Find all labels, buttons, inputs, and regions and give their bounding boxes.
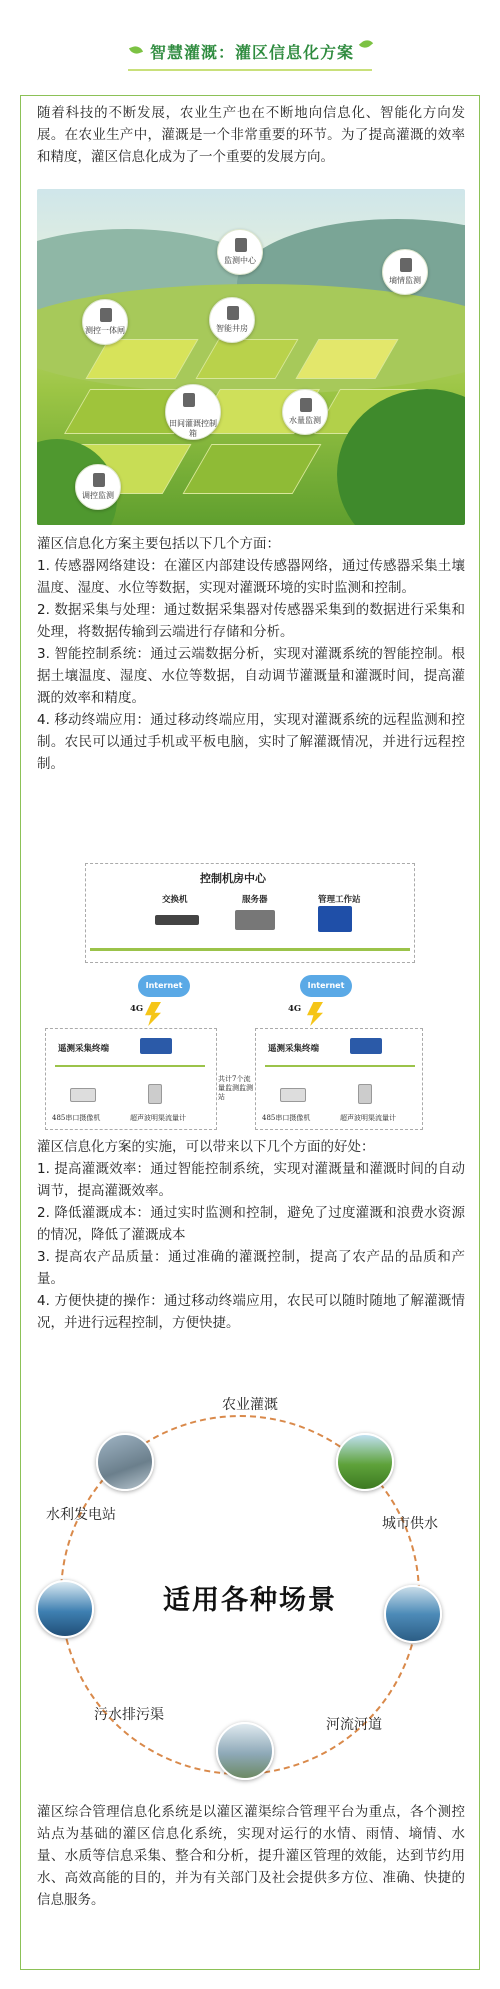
hydropower-photo [96,1433,154,1491]
signal-label: 4G [130,1004,144,1014]
camera-label: 485串口摄像机 [52,1114,101,1122]
scenario-label: 水利发电站 [46,1507,116,1523]
scenario-center-title: 适用各种场景 [163,1585,337,1616]
flowmeter-icon [358,1084,372,1104]
farm-irrigation-photo [336,1433,394,1491]
network-bus-line [90,948,410,951]
title-area [0,40,500,80]
scenario-label: 污水排污渠 [94,1707,164,1723]
hero-bubble: 智能井房 [209,297,255,343]
internet-cloud-icon: Internet [138,975,190,997]
page-title-text: 智慧灌溉：灌区信息化方案 [149,43,354,62]
benefit-item: 3. 提高农产品质量：通过准确的灌溉控制，提高了农产品的品质和产量。 [37,1249,465,1287]
terminal-label: 遥测采集终端 [268,1044,320,1054]
station-count-note: 共计7个流量监测监测站 [218,1075,253,1101]
aspect-item: 4. 移动终端应用：通过移动终端应用，实现对灌溉系统的远程监测和控制。农民可以通过手机或平板电脑，实时了解灌溉情况，并进行远程控制。 [37,712,465,772]
flowmeter-label: 超声波明渠流量计 [340,1114,396,1122]
station-line [265,1065,415,1067]
terminal-label: 遥测采集终端 [58,1044,110,1054]
signal-label: 4G [288,1004,302,1014]
workstation-icon [318,906,352,932]
camera-icon [70,1088,96,1102]
leaf-icon [359,37,373,51]
switch-icon [155,915,199,925]
internet-cloud-icon: Internet [300,975,352,997]
device-label: 交换机 [162,895,188,905]
aspects-heading: 灌区信息化方案主要包括以下几个方面： [37,536,280,552]
station-line [55,1065,205,1067]
intro-paragraph: 随着科技的不断发展，农业生产也在不断地向信息化、智能化方向发展。在农业生产中，灌溉是一个非常重要的环节。为了提高灌溉的效率和精度，灌区信息化成为了一个重要的发展方向。 [37,105,465,165]
aspect-item: 1. 传感器网络建设：在灌区内部建设传感器网络，通过传感器采集土壤温度、湿度、水位等数据，实现对灌溉环境的实时监测和控制。 [37,558,465,596]
page-title [128,40,372,71]
camera-label: 485串口摄像机 [262,1114,311,1122]
scenario-label: 城市供水 [382,1516,438,1532]
irrigation-illustration [37,189,465,525]
aspect-item: 3. 智能控制系统：通过云端数据分析，实现对灌溉系统的智能控制。根据土壤温度、湿度、水位等数据，自动调节灌溉量和灌溉时间，提高灌溉的效率和精度。 [37,646,465,706]
benefits-section [37,1136,465,1334]
closing-paragraph: 灌区综合管理信息化系统是以灌区灌渠综合管理平台为重点，各个测控站点为基础的灌区信息化系统，实现对运行的水情、雨情、墒情、水量、水质等信息采集、整合和分析，提升灌区管理的效能，达到节约用水、高效高能的目的，并为有关部门及社会提供多方位、准确、快捷的信息服务。 [37,1804,465,1908]
network-diagram [30,770,430,1120]
aspect-item: 2. 数据采集与处理：通过数据采集器对传感器采集到的数据进行采集和处理，将数据传输到云端进行存储和分析。 [37,602,465,640]
control-room-title: 控制机房中心 [200,872,266,885]
scenario-label: 河流河道 [326,1717,382,1733]
hero-bubble: 调控监测 [75,464,121,510]
hero-bubble: 测控一体闸 [82,299,128,345]
terminal-icon [350,1038,382,1054]
flowmeter-label: 超声波明渠流量计 [130,1114,186,1122]
wireless-bolt-icon [145,1002,161,1026]
benefit-item: 4. 方便快捷的操作：通过移动终端应用，农民可以随时随地了解灌溉情况，并进行远程控制，方便快捷。 [37,1293,465,1331]
river-channel-photo [216,1722,274,1780]
server-icon [235,910,275,930]
aspects-section [37,533,465,775]
hero-bubble: 墒情监测 [382,249,428,295]
benefit-item: 1. 提高灌溉效率：通过智能控制系统，实现对灌溉量和灌溉时间的自动调节，提高灌溉效率。 [37,1161,465,1199]
hero-bubble: 田间灌溉控制箱 [165,384,221,440]
benefits-heading: 灌区信息化方案的实施，可以带来以下几个方面的好处： [37,1139,375,1155]
wireless-bolt-icon [307,1002,323,1026]
hero-bubble: 监测中心 [217,229,263,275]
scenario-label: 农业灌溉 [222,1397,278,1413]
device-label: 管理工作站 [318,895,361,905]
terminal-icon [140,1038,172,1054]
flowmeter-icon [148,1084,162,1104]
leaf-icon [129,44,143,56]
camera-icon [280,1088,306,1102]
benefit-item: 2. 降低灌溉成本：通过实时监测和控制，避免了过度灌溉和浪费水资源的情况，降低了灌溉成本 [37,1205,465,1243]
hero-bubble: 水量监测 [282,389,328,435]
device-label: 服务器 [242,895,268,905]
